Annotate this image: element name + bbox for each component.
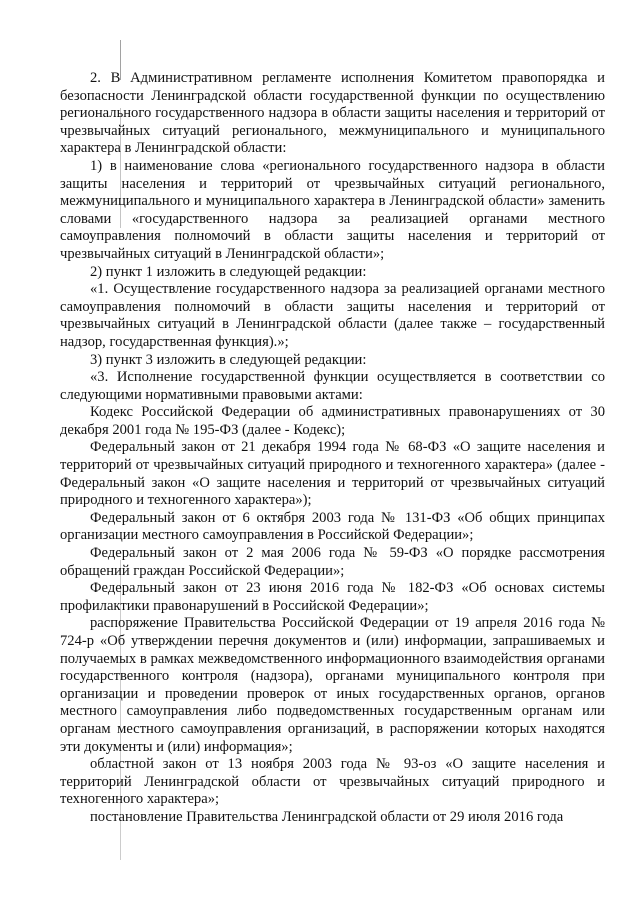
paragraph-quote-point-3: «3. Исполнение государственной функции осуществляется в соответствии со следующими нормативными правовыми актами: — [60, 369, 605, 403]
paragraph-quote-point-1: «1. Осуществление государственного надзора за реализацией органами местного самоуправления полномочий в области защиты населения и территорий от чрезвычайных ситуаций в Ленинградской области (далее также – государственный надзор, государственная функция).»; — [60, 281, 605, 350]
paragraph-legal-act: Федеральный закон от 21 декабря 1994 года № 68-ФЗ «О защите населения и территорий от чрезвычайных ситуаций природного и техногенного характера» (далее - Федеральный закон «О защите населения и территорий от чрезвычайных ситуаций природного и техногенного характера»); — [60, 439, 605, 509]
document-body — [60, 70, 605, 827]
paragraph-legal-act: Федеральный закон от 2 мая 2006 года № 59-ФЗ «О порядке рассмотрения обращений граждан Российской Федерации»; — [60, 545, 605, 579]
paragraph-legal-act: постановление Правительства Ленинградской области от 29 июля 2016 года — [90, 808, 564, 825]
paragraph-legal-act: Федеральный закон от 23 июня 2016 года № 182-ФЗ «Об основах системы профилактики правонарушений в Российской Федерации»; — [60, 580, 605, 614]
paragraph-subitem-1: 1) в наименование слова «регионального государственного надзора в области защиты населения и территорий от чрезвычайных ситуаций регионального, межмуниципального и муниципального характера в Ленинградской области» заменить словами «государственного надзора за реализацией органами местного самоуправления полномочий в области защиты населения и территорий от чрезвычайных ситуаций в Ленинградской области»; — [60, 157, 605, 262]
paragraph-legal-act: распоряжение Правительства Российской Федерации от 19 апреля 2016 года № 724-р «Об утверждении перечня документов и (или) информации, запрашиваемых и получаемых в рамках межведомственного информационного взаимодействия органами государственного контроля (надзора), органами муниципального контроля при организации и проведении проверок от иных государственных органов, органов местного самоуправления либо подведомственных государственным органам или органам местного самоуправления организаций, в распоряжении которых находятся эти документы и (или) информация»; — [60, 615, 605, 755]
paragraph-item-2: 2. В Административном регламенте исполнения Комитетом правопорядка и безопасности Ленинградской области государственной функции по осуществлению регионального государственного надзора в области защиты населения и территорий от чрезвычайных ситуаций регионального, межмуниципального и муниципального характера в Ленинградской области: — [60, 70, 605, 157]
paragraph-legal-act: областной закон от 13 ноября 2003 года № 93-оз «О защите населения и территорий Ленинградской области от чрезвычайных ситуаций природного и техногенного характера»; — [60, 756, 605, 808]
paragraph-subitem-2: 2) пункт 1 изложить в следующей редакции: — [90, 263, 367, 280]
paragraph-legal-act: Кодекс Российской Федерации об административных правонарушениях от 30 декабря 2001 года № 195-ФЗ (далее - Кодекс); — [60, 404, 605, 438]
paragraph-subitem-3: 3) пункт 3 изложить в следующей редакции: — [90, 351, 367, 368]
paragraph-legal-act: Федеральный закон от 6 октября 2003 года № 131-ФЗ «Об общих принципах организации местного самоуправления в Российской Федерации»; — [60, 509, 605, 544]
